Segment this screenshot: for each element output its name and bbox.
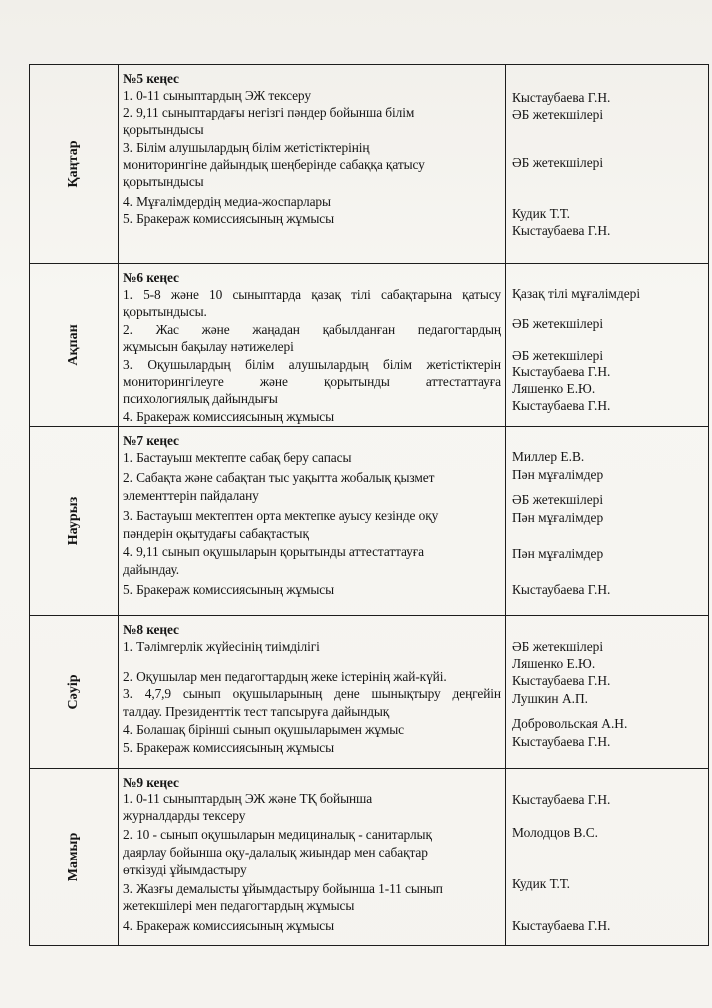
month-name: Сәуір bbox=[66, 674, 81, 710]
responsible-person: Кыстаубаева Г.Н. bbox=[512, 792, 611, 807]
topic-line: жетекшілері мен педагогтардың жұмысы bbox=[123, 898, 355, 913]
topics-cell bbox=[119, 616, 506, 769]
responsible-person: Ляшенко Е.Ю. bbox=[512, 381, 596, 396]
responsible-person: ӘБ жетекшілері bbox=[512, 639, 604, 654]
responsible-person: Миллер Е.В. bbox=[512, 449, 585, 464]
month-name: Мамыр bbox=[66, 832, 81, 882]
responsible-person: Кыстаубаева Г.Н. bbox=[512, 90, 611, 105]
topic-line: 4. Мұғалімдердің медиа-жоспарлары bbox=[123, 194, 331, 209]
topic-line: 1. Бастауыш мектепте сабақ беру сапасы bbox=[123, 450, 352, 465]
topic-line: 2. 10 - сынып оқушыларын медициналық - санитарлық bbox=[123, 827, 432, 842]
topic-line: 1. 0-11 сыныптардың ЭЖ тексеру bbox=[123, 88, 311, 103]
topic-line: журналдарды тексеру bbox=[123, 808, 246, 823]
responsible-person: ӘБ жетекшілері bbox=[512, 316, 604, 331]
responsible-person: Добровольская А.Н. bbox=[512, 716, 628, 731]
topics-cell bbox=[119, 65, 506, 264]
month-name: Қаңтар bbox=[66, 140, 81, 188]
meeting-heading: №7 кеңес bbox=[123, 433, 179, 448]
responsible-person: Пән мұғалімдер bbox=[512, 510, 604, 525]
topic-line: 2. Жас және жаңадан қабылданған педагогтардың bbox=[123, 322, 501, 337]
topic-line: 3. Білім алушылардың білім жетістіктерінің bbox=[123, 140, 370, 155]
topic-line: өткізуді ұйымдастыру bbox=[123, 862, 247, 877]
responsible-person: Кыстаубаева Г.Н. bbox=[512, 673, 611, 688]
topic-line: элементтерін пайдалану bbox=[123, 488, 259, 503]
topic-line: 4. Бракераж комиссиясының жұмысы bbox=[123, 918, 334, 933]
month-row bbox=[30, 65, 709, 264]
topic-line: даярлау бойынша оқу-далалық жиындар мен сабақтар bbox=[123, 845, 428, 860]
month-row bbox=[30, 616, 709, 769]
topic-line: қорытындысы. bbox=[123, 304, 207, 319]
responsible-person: ӘБ жетекшілері bbox=[512, 107, 604, 122]
topic-line: 2. Сабақта және сабақтан тыс уақытта жобалық қызмет bbox=[123, 470, 435, 485]
responsible-person: ӘБ жетекшілері bbox=[512, 492, 604, 507]
topic-line: 2. Оқушылар мен педагогтардың жеке істерінің жай-күйі. bbox=[123, 669, 447, 684]
topic-line: 1. 0-11 сыныптардың ЭЖ және ТҚ бойынша bbox=[123, 791, 373, 806]
topic-line: 4. Бракераж комиссиясының жұмысы bbox=[123, 409, 334, 424]
responsible-cell bbox=[506, 769, 709, 946]
responsible-person: Кыстаубаева Г.Н. bbox=[512, 918, 611, 933]
month-cell bbox=[30, 427, 119, 616]
month-name: Наурыз bbox=[66, 496, 81, 546]
month-row bbox=[30, 427, 709, 616]
topic-line: 3. Бастауыш мектептен орта мектепке ауысу кезінде оқу bbox=[123, 508, 439, 523]
topic-line: пәндерін оқытудағы сабақтастық bbox=[123, 526, 309, 541]
topic-line: 5. Бракераж комиссиясының жұмысы bbox=[123, 211, 334, 226]
topic-line: 5. Бракераж комиссиясының жұмысы bbox=[123, 740, 334, 755]
topic-line: талдау. Президенттік тест тапсыруға дайындық bbox=[123, 704, 390, 719]
topic-line: 4. Болашақ бірінші сынып оқушыларымен жұмыс bbox=[123, 722, 404, 737]
topic-line: 5. Бракераж комиссиясының жұмысы bbox=[123, 582, 334, 597]
responsible-person: ӘБ жетекшілері bbox=[512, 155, 604, 170]
topic-line: 4. 9,11 сынып оқушыларын қорытынды аттестаттауға bbox=[123, 544, 424, 559]
topic-line: 3. Жазғы демалысты ұйымдастыру бойынша 1-11 сынып bbox=[123, 881, 443, 896]
responsible-person: Пән мұғалімдер bbox=[512, 546, 604, 561]
topic-line: дайындау. bbox=[123, 562, 179, 577]
meeting-heading: №8 кеңес bbox=[123, 622, 179, 637]
meeting-heading: №6 кеңес bbox=[123, 270, 179, 285]
month-row bbox=[30, 769, 709, 946]
responsible-person: ӘБ жетекшілері bbox=[512, 348, 604, 363]
responsible-person: Қазақ тілі мұғалімдері bbox=[512, 286, 641, 301]
topic-line: қорытындысы bbox=[123, 122, 204, 137]
responsible-person: Пән мұғалімдер bbox=[512, 467, 604, 482]
topic-line: 1. Тәлімгерлік жүйесінің тиімділігі bbox=[123, 639, 320, 654]
responsible-person: Кыстаубаева Г.Н. bbox=[512, 223, 611, 238]
responsible-person: Кудик Т.Т. bbox=[512, 206, 570, 221]
month-cell bbox=[30, 769, 119, 946]
topic-line: 2. 9,11 сыныптардағы негізгі пәндер бойынша білім bbox=[123, 105, 415, 120]
responsible-person: Кудик Т.Т. bbox=[512, 876, 570, 891]
topics-cell bbox=[119, 769, 506, 946]
topic-line: мониторингілеуге және қорытынды аттестаттауға bbox=[123, 374, 501, 389]
topics-cell bbox=[119, 264, 506, 427]
month-cell bbox=[30, 264, 119, 427]
responsible-cell bbox=[506, 616, 709, 769]
responsible-person: Кыстаубаева Г.Н. bbox=[512, 398, 611, 413]
topic-line: психологиялық дайындығы bbox=[123, 391, 278, 406]
topic-line: қорытындысы bbox=[123, 174, 204, 189]
topic-line: жұмысын бақылау нәтижелері bbox=[123, 339, 294, 354]
topic-line: 1. 5-8 және 10 сыныптарда қазақ тілі сабақтарына қатысу bbox=[123, 287, 501, 302]
meeting-heading: №9 кеңес bbox=[123, 775, 179, 790]
responsible-person: Лушкин А.П. bbox=[512, 691, 588, 706]
month-row bbox=[30, 264, 709, 427]
meeting-heading: №5 кеңес bbox=[123, 71, 179, 86]
month-name: Ақпан bbox=[66, 324, 81, 366]
topics-cell bbox=[119, 427, 506, 616]
responsible-cell bbox=[506, 65, 709, 264]
topic-line: 3. Оқушылардың білім алушылардың білім жетістіктерін bbox=[123, 357, 501, 372]
month-cell bbox=[30, 616, 119, 769]
responsible-cell bbox=[506, 427, 709, 616]
topic-line: мониторингіне дайындық шеңберінде сабаққа қатысу bbox=[123, 157, 425, 172]
responsible-person: Кыстаубаева Г.Н. bbox=[512, 734, 611, 749]
plan-table bbox=[29, 64, 709, 946]
responsible-person: Кыстаубаева Г.Н. bbox=[512, 364, 611, 379]
topic-line: 3. 4,7,9 сынып оқушыларының дене шынықтыру деңгейін bbox=[123, 686, 501, 701]
responsible-person: Молодцов В.С. bbox=[512, 825, 598, 840]
month-cell bbox=[30, 65, 119, 264]
responsible-cell bbox=[506, 264, 709, 427]
responsible-person: Ляшенко Е.Ю. bbox=[512, 656, 596, 671]
responsible-person: Кыстаубаева Г.Н. bbox=[512, 582, 611, 597]
